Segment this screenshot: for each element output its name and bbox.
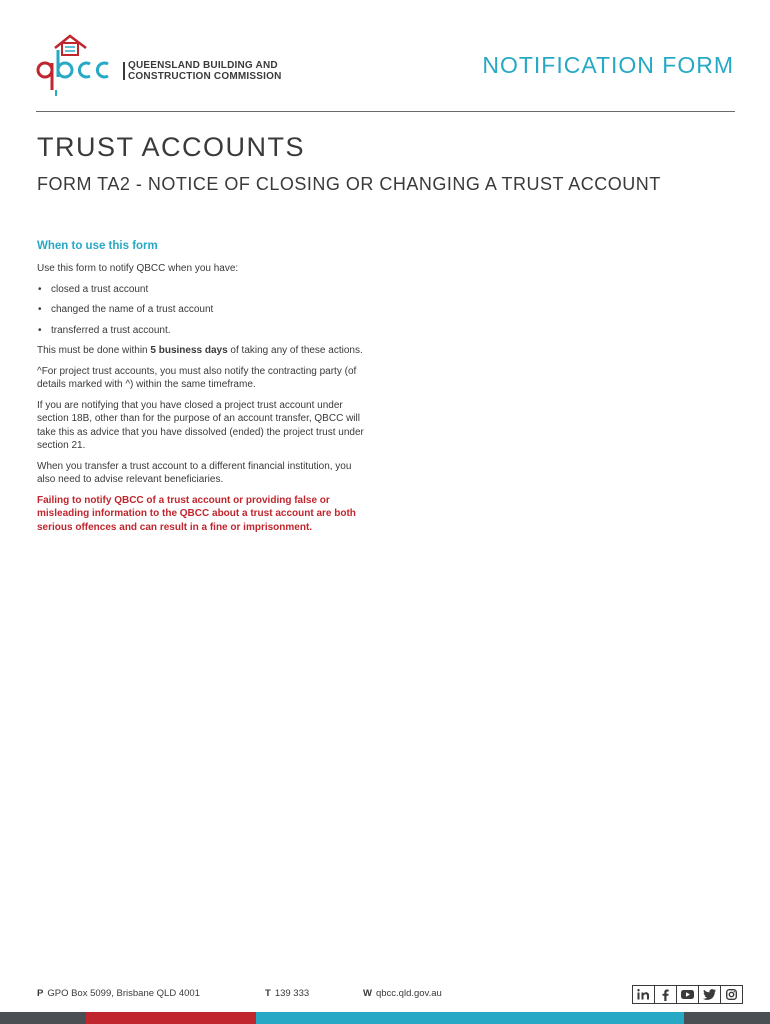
page-subtitle: FORM TA2 - NOTICE OF CLOSING OR CHANGING A TRUST ACCOUNT (37, 174, 661, 194)
deadline-post: of taking any of these actions. (227, 345, 363, 356)
web-link[interactable]: qbcc.qld.gov.au (375, 988, 442, 999)
transfer-text: When you transfer a trust account to a different financial institution, you also need to advise relevant beneficiaries. (37, 460, 352, 485)
footer-bar-red (86, 1012, 256, 1024)
section-heading: When to use this form (37, 240, 158, 252)
organisation-name (128, 60, 282, 82)
organisation-name-line1: QUEENSLAND BUILDING AND (128, 60, 278, 71)
closed-account-text: If you are notifying that you have closed a project trust account under section 18B, other than for the purpose of an account transfer, QBCC will take this as advice that you have dissolved (ended) the project trust under section 21. (37, 399, 364, 451)
deadline-pre: This must be done within (37, 345, 151, 356)
social-links (632, 985, 743, 1004)
action-list (37, 283, 372, 338)
web-key: W (363, 988, 372, 999)
postal-key: P (37, 988, 44, 999)
instagram-icon[interactable] (720, 986, 742, 1003)
list-item: • closed a trust account (37, 283, 372, 297)
footer-bar-grey-end (684, 1012, 770, 1024)
intro-text: Use this form to notify QBCC when you have: (37, 263, 239, 274)
warning-text: Failing to notify QBCC of a trust account or providing false or misleading information to the QBCC about a trust account are both serious offences and can result in a fine or imprisonment. (37, 494, 356, 533)
form-type-label: NOTIFICATION FORM (482, 52, 734, 78)
footer-bar-teal (256, 1012, 684, 1024)
twitter-icon[interactable] (698, 986, 720, 1003)
phone-number: 139 333 (274, 988, 310, 999)
deadline-text (37, 344, 372, 358)
header-divider (36, 111, 735, 112)
logo-separator (123, 62, 125, 80)
organisation-name-line2: CONSTRUCTION COMMISSION (128, 71, 282, 82)
project-trust-text: ^For project trust accounts, you must also notify the contracting party (of details marked with ^) within the same timeframe. (37, 365, 357, 390)
facebook-icon[interactable] (654, 986, 676, 1003)
youtube-icon[interactable] (676, 986, 698, 1003)
qbcc-logo (36, 30, 306, 98)
list-item: • changed the name of a trust account (37, 303, 372, 317)
list-item: • transferred a trust account. (37, 324, 372, 338)
phone-key: T (265, 988, 271, 999)
footer-bar-grey (0, 1012, 86, 1024)
footer-phone (265, 988, 309, 999)
linkedin-icon[interactable] (633, 986, 654, 1003)
page-title: TRUST ACCOUNTS (37, 132, 306, 162)
postal-address: GPO Box 5099, Brisbane QLD 4001 (47, 988, 200, 999)
deadline-highlight: 5 business days (150, 345, 228, 356)
qbcc-logo-icon (36, 30, 118, 98)
footer-web (363, 988, 442, 999)
footer-postal (37, 988, 200, 999)
footer-colour-bar (0, 1012, 770, 1024)
instructions-body (37, 262, 372, 541)
